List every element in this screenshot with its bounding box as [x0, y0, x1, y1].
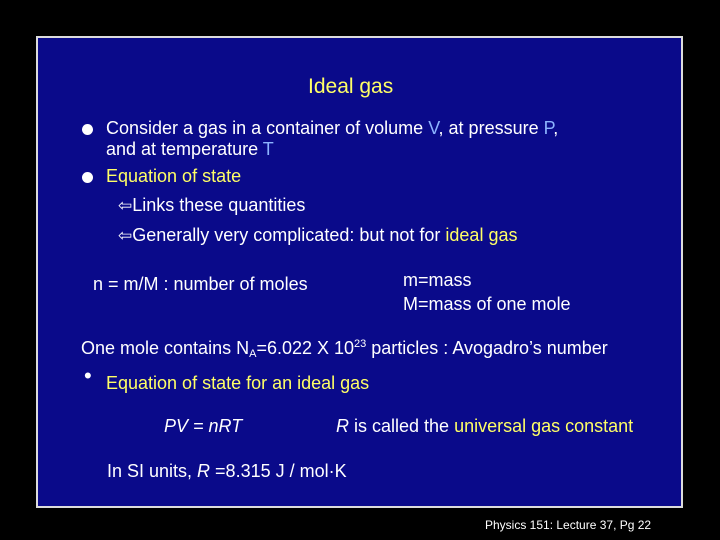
sub-bullet-complicated — [118, 225, 517, 246]
text-segment: particles : Avogadro’s number — [366, 338, 608, 358]
avogadro-statement — [81, 334, 608, 365]
text-segment: One mole contains N — [81, 338, 250, 358]
text-segment: , — [553, 118, 559, 138]
highlight-universal-gas-constant: universal gas constant — [454, 416, 634, 436]
slide-title: Ideal gas — [308, 75, 394, 98]
ideal-gas-law — [164, 416, 242, 437]
text-segment: In SI units, — [107, 461, 198, 481]
text-segment: Consider a gas in a container of volume — [106, 118, 429, 138]
text-segment: =6.022 X 10 — [256, 338, 355, 358]
si-units-value — [107, 461, 347, 482]
symbol-T: T — [262, 139, 274, 159]
bullet-dot — [82, 172, 93, 183]
sub-bullet-links — [118, 195, 305, 216]
symbol-P: P — [543, 118, 554, 138]
bullet-dot: • — [84, 363, 92, 388]
equation: PV = nRT — [164, 416, 243, 436]
symbol-V: V — [428, 118, 439, 138]
bullet-consider-line1 — [106, 118, 558, 139]
text-segment: =8.315 J / mol·K — [210, 461, 347, 481]
mass-definition: m=mass — [403, 270, 472, 290]
text-segment: Links these quantities — [132, 195, 306, 215]
text-segment: and at temperature — [106, 139, 263, 159]
superscript: 23 — [354, 338, 367, 350]
arrow-left-icon: ⇦ — [118, 196, 133, 215]
symbol-R: R — [197, 461, 211, 481]
bullet-consider-line2 — [106, 139, 274, 160]
molar-mass-definition: M=mass of one mole — [403, 294, 571, 314]
arrow-left-icon: ⇦ — [118, 226, 133, 245]
text-segment: , at pressure — [438, 118, 544, 138]
subscript: A — [249, 348, 257, 360]
bullet-equation-of-state: Equation of state — [106, 166, 242, 186]
footer: Physics 151: Lecture 37, Pg 22 — [485, 518, 652, 532]
moles-definition: n = m/M : number of moles — [93, 274, 308, 294]
text-segment: Generally very complicated: but not for — [132, 225, 446, 245]
text-segment: is called the — [349, 416, 455, 436]
symbol-R: R — [336, 416, 349, 436]
bullet-dot — [82, 124, 93, 135]
universal-gas-constant — [336, 416, 633, 437]
highlight-ideal-gas: ideal gas — [445, 225, 518, 245]
slide-frame — [36, 36, 683, 508]
bullet-ideal-gas-eq: Equation of state for an ideal gas — [106, 373, 370, 393]
